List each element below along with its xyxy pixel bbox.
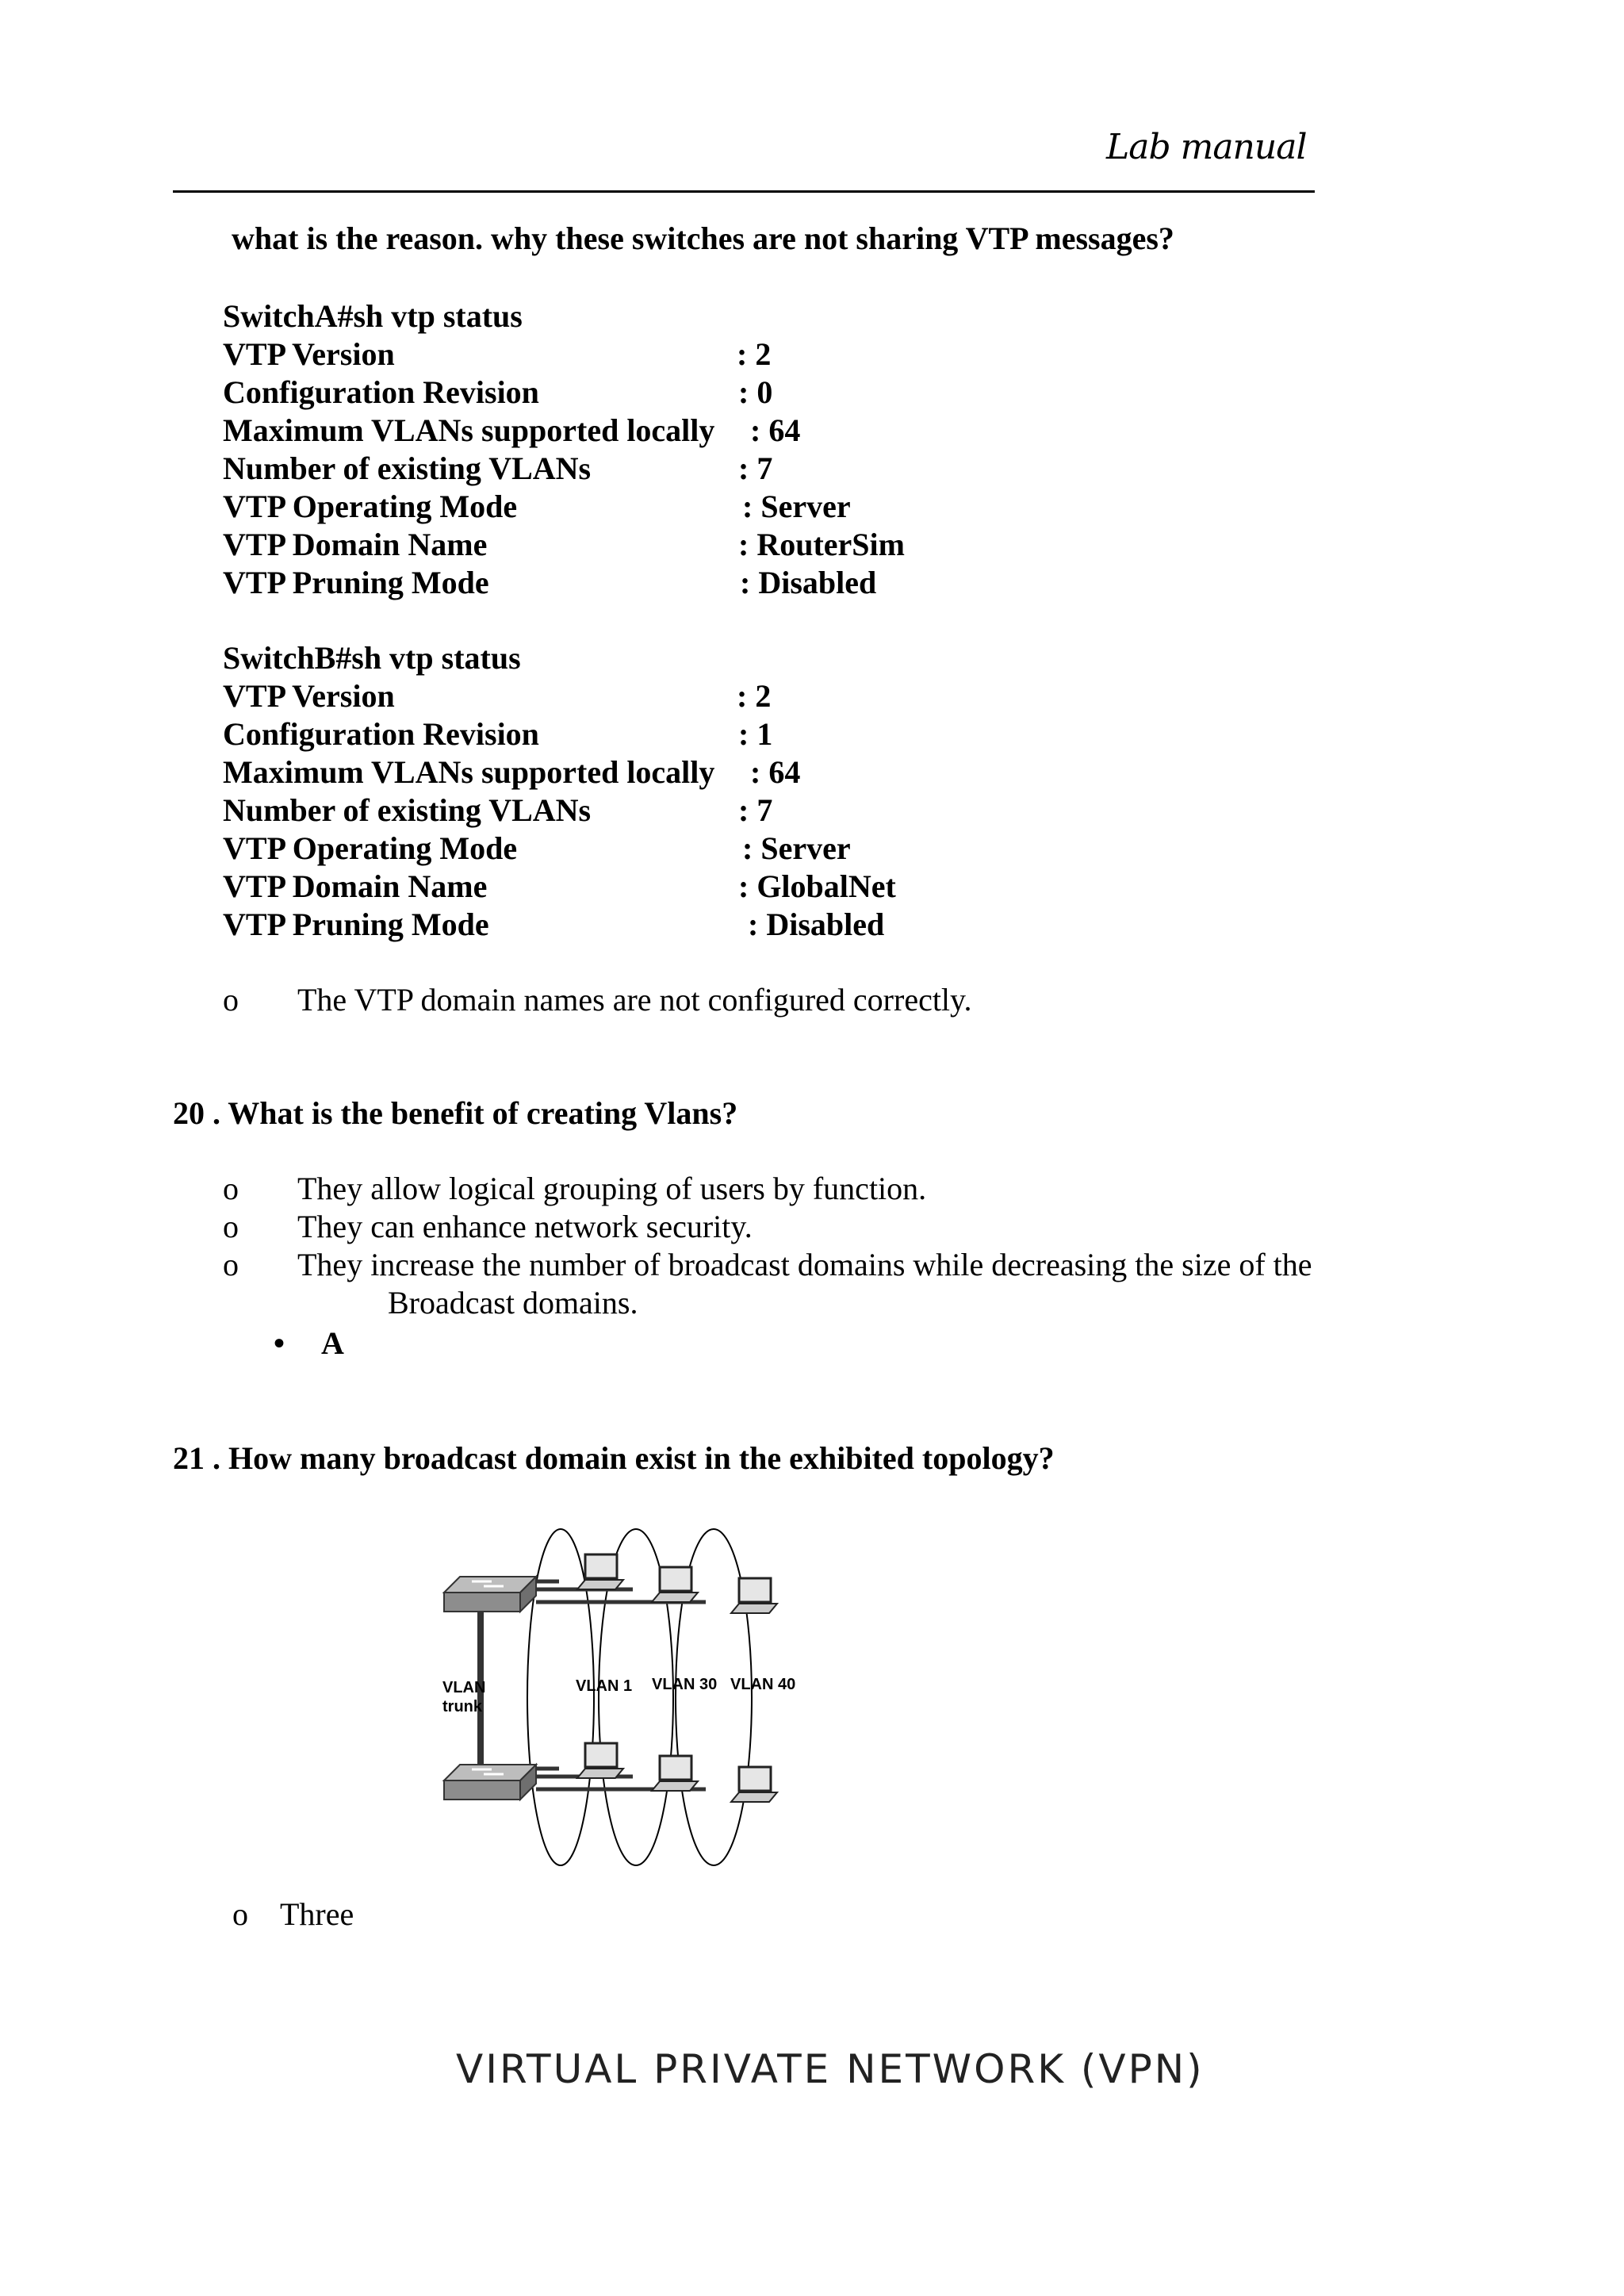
vtp-row-label: VTP Operating Mode xyxy=(223,830,518,866)
vlan-label: VLAN 40 xyxy=(730,1676,796,1693)
bottom-switch-icon xyxy=(444,1765,536,1800)
vtp-row-label: Number of existing VLANs xyxy=(223,450,592,486)
vtp-row-value: : 7 xyxy=(738,450,773,486)
vtp-row-label: VTP Pruning Mode xyxy=(223,565,489,600)
option-marker: o xyxy=(223,1209,239,1244)
vtp-row-value: : 1 xyxy=(738,716,773,752)
vlan-label: VLAN 30 xyxy=(652,1676,718,1693)
option-text: They allow logical grouping of users by function. xyxy=(297,1171,927,1206)
vtp-row-label: Configuration Revision xyxy=(223,716,539,752)
vtp-row-label: VTP Version xyxy=(223,678,395,714)
vtp-row-value: : 0 xyxy=(738,374,773,410)
option-text: They increase the number of broadcast domains while decreasing the size of the xyxy=(297,1247,1312,1282)
answer-text: The VTP domain names are not configured correctly. xyxy=(297,982,972,1018)
vtp-row-label: Maximum VLANs supported locally xyxy=(223,412,715,448)
footer-section-title: VIRTUAL PRIVATE NETWORK (VPN) xyxy=(456,2046,1205,2092)
pc-icon xyxy=(652,1567,698,1602)
pc-icon xyxy=(577,1554,623,1589)
q21-answer xyxy=(232,1895,550,1935)
vtp-row-value: : Disabled xyxy=(740,565,877,600)
header-divider xyxy=(173,190,1315,193)
vtp-row-label: VTP Domain Name xyxy=(223,527,488,562)
q20-option-3-continuation: Broadcast domains. xyxy=(388,1285,638,1320)
trunk-label-line-2: trunk xyxy=(442,1698,482,1715)
vtp-row-label: VTP Domain Name xyxy=(223,868,488,904)
vtp-row-label: Number of existing VLANs xyxy=(223,792,592,828)
vtp-row-label: VTP Pruning Mode xyxy=(223,907,489,942)
q20-option-2 xyxy=(223,1208,1412,1248)
vtp-row-label: VTP Version xyxy=(223,336,395,372)
option-marker: o xyxy=(232,1896,248,1932)
vtp-row-label: Configuration Revision xyxy=(223,374,539,410)
vtp-row-value: : RouterSim xyxy=(738,527,905,562)
vtp-row-label: VTP Operating Mode xyxy=(223,489,518,524)
header-title: Lab manual xyxy=(1106,127,1307,167)
pc-icon xyxy=(652,1756,698,1791)
vtp-row-value: : Server xyxy=(742,830,851,866)
pc-icon xyxy=(731,1767,777,1802)
trunk-label-line-1: VLAN xyxy=(442,1679,486,1696)
q20-option-3 xyxy=(223,1246,1412,1286)
switch-b-command: SwitchB#sh vtp status xyxy=(223,640,521,676)
switch-a-command: SwitchA#sh vtp status xyxy=(223,298,523,334)
q21-answer-text: Three xyxy=(280,1896,354,1932)
pc-icon xyxy=(731,1578,777,1613)
vlan-topology-diagram xyxy=(428,1523,825,1880)
vtp-row-value: : 2 xyxy=(737,336,772,372)
intro-question: what is the reason. why these switches are not sharing VTP messages? xyxy=(232,220,1174,256)
option-marker: o xyxy=(223,1171,239,1206)
option-text: They can enhance network security. xyxy=(297,1209,753,1244)
vtp-row-value: : GlobalNet xyxy=(738,868,896,904)
vtp-row-value: : Server xyxy=(742,489,851,524)
question-20-title: 20 . What is the benefit of creating Vlans? xyxy=(173,1095,738,1131)
option-marker: o xyxy=(223,1247,239,1282)
option-marker: o xyxy=(223,982,239,1018)
vtp-row-label: Maximum VLANs supported locally xyxy=(223,754,715,790)
vtp-row-value: : Disabled xyxy=(748,907,885,942)
vtp-row-value: : 64 xyxy=(750,754,801,790)
vtp-row-value: : 2 xyxy=(737,678,772,714)
pc-icon xyxy=(577,1743,623,1778)
top-switch-icon xyxy=(444,1577,536,1612)
vtp-row-value: : 7 xyxy=(738,792,773,828)
q20-answer-text: A xyxy=(321,1325,344,1361)
q20-answer xyxy=(274,1324,432,1364)
q20-option-1 xyxy=(223,1170,1412,1209)
bullet-icon: • xyxy=(274,1325,285,1361)
answer-vtp xyxy=(223,981,1254,1021)
vtp-row-value: : 64 xyxy=(750,412,801,448)
vlan-label: VLAN 1 xyxy=(576,1677,633,1695)
question-21-title: 21 . How many broadcast domain exist in the exhibited topology? xyxy=(173,1440,1055,1476)
